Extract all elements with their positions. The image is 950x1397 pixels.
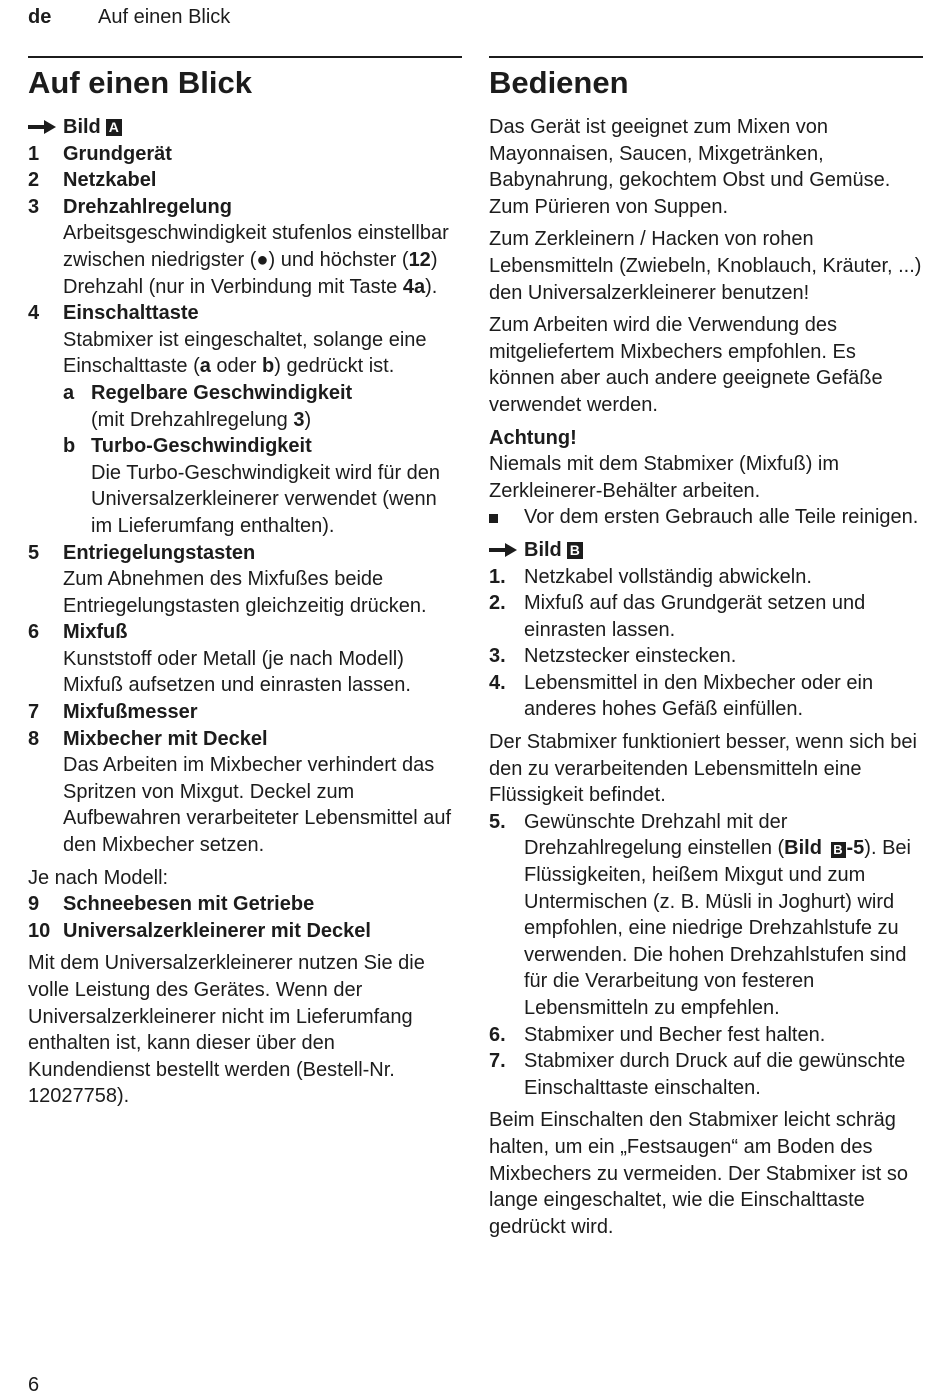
sub-item: b Turbo-Geschwindigkeit Die Turbo-Geschwindigkeit wird für den Universalzerkleinerer verwendet (wenn im Lieferumfang enthalten). xyxy=(63,435,441,537)
list-item: 3 Drehzahlregelung Arbeitsgeschwindigkeit stufenlos einstellbar zwischen niedrigster (●) und höchster (12) Drehzahl (nur in Verbindung mit Taste 4a). xyxy=(28,194,462,300)
arrow-right-icon xyxy=(28,120,56,134)
paragraph: Der Stabmixer funktioniert besser, wenn sich bei den zu verarbeitenden Lebensmitteln eine Flüssigkeit befindet. xyxy=(489,731,917,807)
list-item: 4 Einschalttaste Stabmixer ist eingeschaltet, solange eine Einschalttaste (a oder b) gedrückt ist. xyxy=(28,300,462,380)
figure-reference xyxy=(28,114,462,141)
figure-label: Bild xyxy=(524,538,562,561)
figure-label: Bild xyxy=(63,116,101,138)
list-item: 2 Netzkabel xyxy=(28,169,157,192)
paragraph: Zum Zerkleinern / Hacken von rohen Lebensmitteln (Zwiebeln, Knoblauch, Kräuter, ...) den Universalzerkleinerer benutzen! xyxy=(489,228,922,304)
sub-item: a Regelbare Geschwindigkeit (mit Drehzahlregelung 3) xyxy=(63,381,353,431)
column-rule xyxy=(489,56,923,58)
paragraph: Zum Pürieren von Suppen. xyxy=(489,195,729,218)
warning-text: Niemals mit dem Stabmixer (Mixfuß) im Zerkleinerer-Behälter arbeiten. xyxy=(489,453,840,502)
step-item: 3. Netzstecker einstecken. xyxy=(489,645,737,668)
section-title: Bedienen xyxy=(489,65,629,100)
list-item: 7 Mixfußmesser xyxy=(28,701,198,724)
list-item: 9 Schneebesen mit Getriebe xyxy=(28,893,315,916)
section-title: Auf einen Blick xyxy=(28,65,252,100)
step-item: 2. Mixfuß auf das Grundgerät setzen und einrasten lassen. xyxy=(489,592,866,641)
list-item: 8 Mixbecher mit Deckel Das Arbeiten im Mixbecher verhindert das Spritzen von Mixgut. Deckel zum Aufbewahren verarbeiteter Lebensmittel auf den Mixbecher setzen. xyxy=(28,727,452,857)
closing-paragraph: Mit dem Universalzerkleinerer nutzen Sie die volle Leistung des Gerätes. Wenn der Universalzerkleinerer nicht im Lieferumfang enthalten ist, kann dieser über den Kundendienst bestellt werden (Bestell-Nr. 12027758). xyxy=(28,952,425,1108)
figure-letter-badge: A xyxy=(106,119,122,136)
step-item: 1. Netzkabel vollständig abwickeln. xyxy=(489,565,812,588)
language-code: de xyxy=(28,6,52,28)
model-note: Je nach Modell: xyxy=(28,866,169,889)
item-description: Arbeitsgeschwindigkeit stufenlos einstellbar zwischen niedrigster (●) und höchster (12) Drehzahl (nur in Verbindung mit Taste 4a). xyxy=(63,222,449,298)
figure-letter-badge: B xyxy=(831,842,846,858)
list-item: 5 Entriegelungstasten Zum Abnehmen des Mixfußes beide Entriegelungstasten gleichzeitig drücken. xyxy=(28,541,427,617)
arrow-right-icon xyxy=(489,543,517,557)
square-bullet-icon xyxy=(489,504,524,531)
figure-letter-badge: B xyxy=(567,542,583,559)
paragraph: Das Gerät ist geeignet zum Mixen von Mayonnaisen, Saucen, Mixgetränken, Babynahrung, gekochtem Obst und Gemüse. xyxy=(489,116,891,192)
header-section-title: Auf einen Blick xyxy=(98,6,231,28)
paragraph: Zum Arbeiten wird die Verwendung des mitgeliefertem Mixbechers empfohlen. Es können aber auch andere geeignete Gefäße verwendet werden. xyxy=(489,314,883,416)
bullet-item: Vor dem ersten Gebrauch alle Teile reinigen. xyxy=(489,504,923,531)
figure-reference xyxy=(489,537,923,564)
item-description: Stabmixer ist eingeschaltet, solange eine Einschalttaste (a oder b) gedrückt ist. xyxy=(63,328,427,378)
step-item: 7. Stabmixer durch Druck auf die gewünschte Einschalttaste einschalten. xyxy=(489,1050,906,1099)
list-item: 10 Universalzerkleinerer mit Deckel xyxy=(28,919,371,942)
step-item: 6. Stabmixer und Becher fest halten. xyxy=(489,1023,826,1046)
left-column xyxy=(28,56,462,1116)
right-column xyxy=(489,56,923,1240)
page-header xyxy=(28,6,230,29)
step-item: 4. Lebensmittel in den Mixbecher oder ein anderes hohes Gefäß einfüllen. xyxy=(489,671,874,721)
list-item: 1 Grundgerät xyxy=(28,142,172,165)
step-item: 5. Gewünschte Drehzahl mit der Drehzahlregelung einstellen (Bild B -5). Bei Flüssigkeiten, heißem Mixgut und zum Untermischen (z. B. Müsli in Joghurt) wird empfohlen, eine niedrige Drehzahlstufe zu verwenden. Die hohen Drehzahlstufen sind für die Verarbeitung von festeren Lebensmitteln zu empfehlen. xyxy=(489,810,911,1019)
warning-title: Achtung! xyxy=(489,426,577,449)
column-rule xyxy=(28,56,462,58)
page-number: 6 xyxy=(28,1374,40,1396)
paragraph: Beim Einschalten den Stabmixer leicht schräg halten, um ein „Festsaugen“ am Boden des Mixbechers zu vermeiden. Der Stabmixer ist so lange eingeschaltet, wie die Einschalttaste gedrückt wird. xyxy=(489,1109,909,1238)
list-item: 6 Mixfuß Kunststoff oder Metall (je nach Modell) Mixfuß aufsetzen und einrasten lassen. xyxy=(28,621,411,697)
